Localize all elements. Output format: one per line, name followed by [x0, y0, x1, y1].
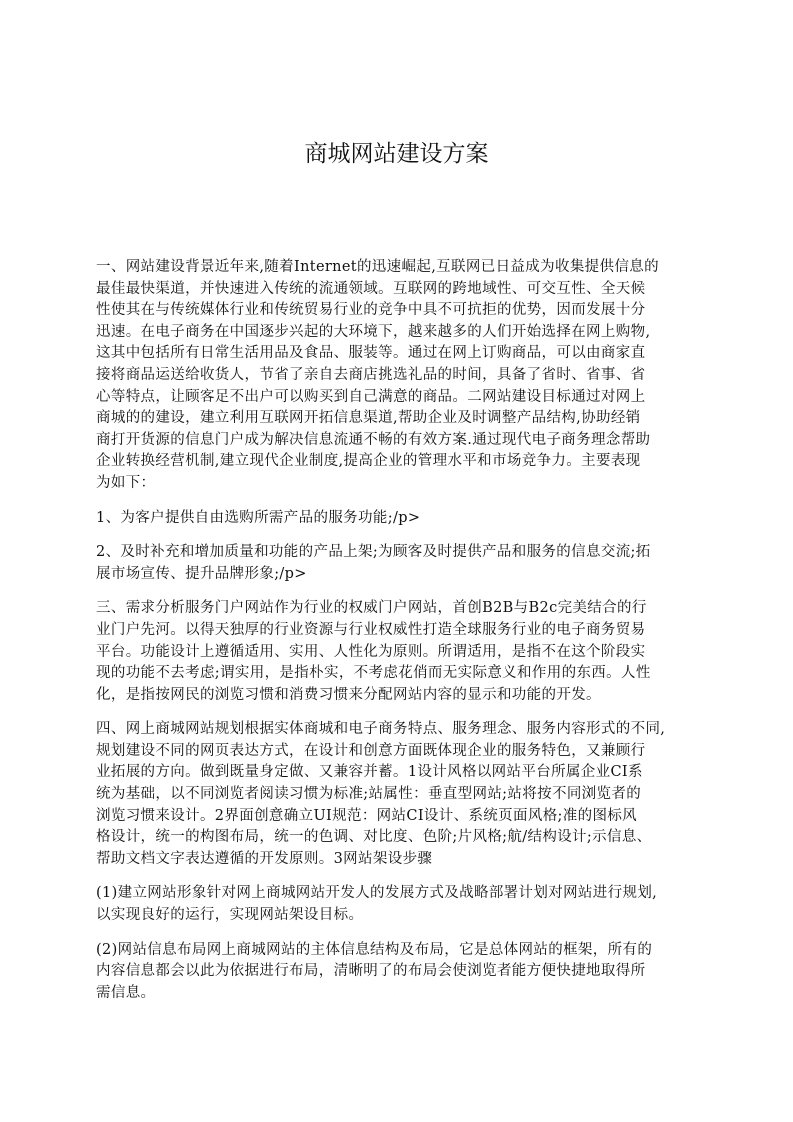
- text-line: 需信息。: [96, 984, 156, 1001]
- paragraph-item-1: [96, 508, 716, 530]
- paragraph-item-2: [96, 542, 716, 585]
- text-line: 业拓展的方向。做到既量身定做、又兼容并蓄。1设计风格以网站平台所属企业CI系: [96, 764, 643, 781]
- text-line: 企业转换经营机制,建立现代企业制度,提高企业的管理水平和市场竞争力。主要表现: [96, 453, 641, 470]
- text-line: 迅速。在电子商务在中国逐步兴起的大环境下，越来越多的人们开始选择在网上购物,: [96, 323, 651, 340]
- text-line: 2、及时补充和增加质量和功能的产品上架;为顾客及时提供产品和服务的信息交流;拓: [96, 544, 651, 561]
- text-line: 性使其在与传统媒体行业和传统贸易行业的竞争中具不可抗拒的优势，因而发展十分: [96, 302, 646, 319]
- text-line: 接将商品运送给收货人，节省了亲自去商店挑选礼品的时间，具备了省时、省事、省: [96, 366, 646, 383]
- text-line: 商城的的建设，建立利用互联网开拓信息渠道,帮助企业及时调整产品结构,协助经销: [96, 410, 641, 427]
- text-line: 三、需求分析服务门户网站作为行业的权威门户网站，首创B2B与B2c完美结合的行: [96, 600, 647, 617]
- text-line: 心等特点，让顾客足不出户可以购买到自己满意的商品。二网站建设目标通过对网上: [96, 388, 646, 405]
- paragraph-step-2: [96, 940, 716, 1005]
- text-line: 以实现良好的运行，实现网站架设目标。: [96, 907, 364, 924]
- text-line: 平台。功能设计上遵循适用、实用、人性化为原则。所谓适用，是指不在这个阶段实: [96, 643, 646, 660]
- text-line: 四、网上商城网站规划根据实体商城和电子商务特点、服务理念、服务内容形式的不同,: [96, 721, 666, 738]
- document-body: [96, 257, 716, 1017]
- text-line: 商打开货源的信息门户成为解决信息流通不畅的有效方案.通过现代电子商务理念帮助: [96, 431, 651, 448]
- text-line: (2)网站信息布局网上商城网站的主体信息结构及布局，它是总体网站的框架，所有的: [96, 941, 653, 958]
- paragraph-background: [96, 257, 716, 495]
- text-line: 展市场宣传、提升品牌形象;/p>: [96, 565, 307, 582]
- text-line: (1)建立网站形象针对网上商城网站开发人的发展方式及战略部署计划对网站进行规划,: [96, 885, 658, 902]
- text-line: 统为基础，以不同浏览者阅读习惯为标准;站属性：垂直型网站;站将按不同浏览者的: [96, 786, 642, 803]
- page-title: 商城网站建设方案: [304, 141, 489, 167]
- paragraph-planning: [96, 719, 716, 870]
- text-line: 内容信息都会以此为依据进行布局，清晰明了的布局会使浏览者能方便快捷地取得所: [96, 963, 646, 980]
- text-line: 格设计，统一的构图布局，统一的色调、对比度、色阶;片风格;航/结构设计;示信息、: [96, 829, 652, 846]
- text-line: 为如下：: [96, 474, 156, 491]
- text-line: 最佳最快渠道，并快速进入传统的流通领域。互联网的跨地域性、可交互性、全天候: [96, 280, 646, 297]
- text-line: 现的功能不去考虑;谓实用，是指朴实，不考虑花俏而无实际意义和作用的东西。人性: [96, 665, 651, 682]
- text-line: 帮助文档文字表达遵循的开发原则。3网站架设步骤: [96, 850, 433, 867]
- paragraph-requirements: [96, 598, 716, 706]
- text-line: 1、为客户提供自由选购所需产品的服务功能;/p>: [96, 509, 421, 526]
- text-line: 浏览习惯来设计。2界面创意确立UI规范：网站CI设计、系统页面风格;准的图标风: [96, 807, 638, 824]
- paragraph-step-1: [96, 883, 716, 926]
- text-line: 业门户先河。以得天独厚的行业资源与行业权威性打造全球服务行业的电子商务贸易: [96, 621, 646, 638]
- text-line: 一、网站建设背景近年来,随着Internet的迅速崛起,互联网已日益成为收集提供信息的: [96, 259, 659, 275]
- text-line: 这其中包括所有日常生活用品及食品、服装等。通过在网上订购商品，可以由商家直: [96, 345, 646, 362]
- text-line: 化，是指按网民的浏览习惯和消费习惯来分配网站内容的显示和功能的开发。: [96, 686, 601, 703]
- text-line: 规划建设不同的网页表达方式，在设计和创意方面既体现企业的服务特色，又兼顾行: [96, 742, 646, 759]
